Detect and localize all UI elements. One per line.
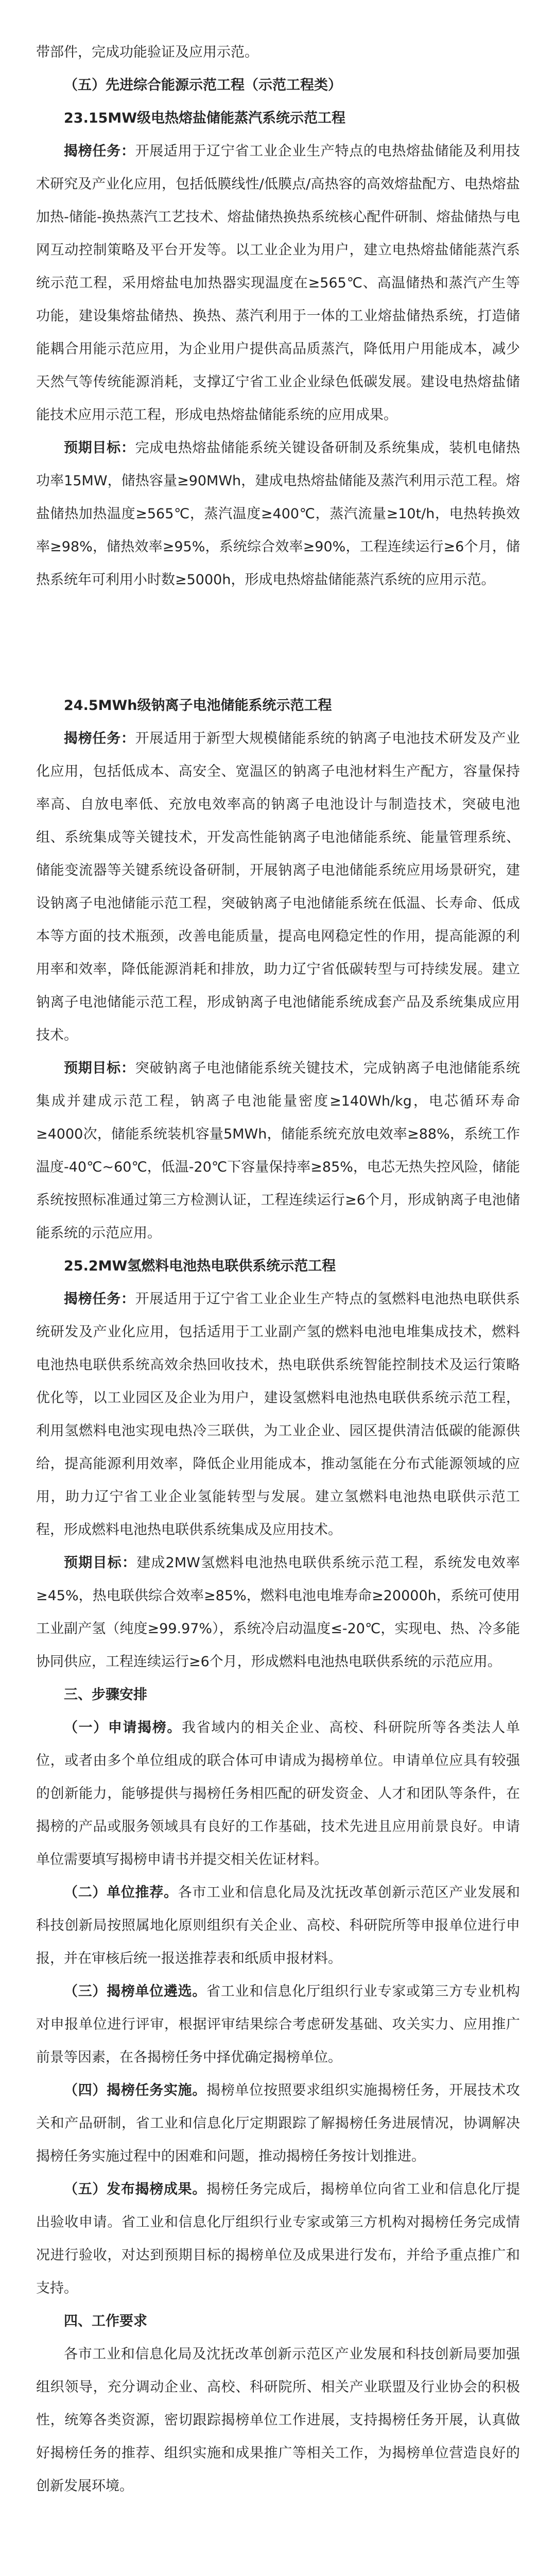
project-25-goal [36, 1283, 520, 1547]
goal-lead: 揭榜任务： [64, 143, 135, 159]
indicator-lead: 预期目标： [64, 1060, 135, 1076]
step-5-text: 揭榜任务完成后，揭榜单位向省工业和信息化厅提出验收申请。省工业和信息化厅组织行业专家或第三方机构对揭榜任务完成情况进行验收，对达到预期目标的揭榜单位及成果进行发布，并给予重点推广和支持。 [36, 2181, 520, 2296]
indicator-text: 突破钠离子电池储能系统关键技术，完成钠离子电池储能系统集成并建成示范工程，钠离子电池能量密度≥140Wh/kg，电芯循环寿命≥4000次，储能系统装机容量5MWh，储能系统充放电效率≥88%，系统工作温度-40℃~60℃，低温-20℃下容量保持率≥85%，电芯无热失控风险，储能系统按照标准通过第三方检测认证，工程连续运行≥6个月，形成钠离子电池储能系统的示范应用。 [36, 1060, 520, 1241]
section-4-title: 四、工作要求 [64, 2313, 147, 2329]
project-24-goal [36, 722, 520, 1052]
step-2 [36, 1876, 520, 1975]
section-5-title: （五）先进综合能源示范工程（示范工程类） [64, 77, 342, 93]
step-3-text: 省工业和信息化厅组织行业专家或第三方专业机构对申报单位进行评审，根据评审结果综合考虑研发基础、攻关实力、应用推广前景等因素，在各揭榜任务中择优确定揭榜单位。 [36, 1984, 520, 2065]
goal-text: 开展适用于新型大规模储能系统的钠离子电池技术研发及产业化应用，包括低成本、高安全、宽温区的钠离子电池材料生产配方，容量保持率高、自放电率低、充放电效率高的钠离子电池设计与制造技术，突破电池组、系统集成等关键技术，开发高性能钠离子电池储能系统、能量管理系统、储能变流器等关键系统设备研制，开展钠离子电池储能系统应用场景研究，建设钠离子电池储能示范工程，突破钠离子电池储能系统在低温、长寿命、低成本等方面的技术瓶颈，改善电能质量，提高电网稳定性的作用，提高能源的利用率和效率，降低能源消耗和排放，助力辽宁省低碳转型与可持续发展。建立钠离子电池储能示范工程，形成钠离子电池储能系统成套产品及系统集成应用技术。 [36, 731, 520, 1043]
step-5-title: （五）发布揭榜成果。 [64, 2181, 207, 2197]
step-4-text: 揭榜单位按照要求组织实施揭榜任务，开展技术攻关和产品研制，省工业和信息化厅定期跟踪了解揭榜任务进展情况，协调解决揭榜任务实施过程中的困难和问题，推动揭榜任务按计划推进。 [36, 2082, 520, 2164]
step-1 [36, 1711, 520, 1876]
step-2-text: 各市工业和信息化局及沈抚改革创新示范区产业发展和科技创新局按照属地化原则组织有关企业、高校、科研院所等申报单位进行申报，并在审核后统一报送推荐表和纸质申报材料。 [36, 1885, 520, 1967]
step-3 [36, 1975, 520, 2074]
step-1-title: （一）申请揭榜。 [64, 1720, 182, 1736]
project-25-indicator [36, 1547, 520, 1679]
goal-text: 开展适用于辽宁省工业企业生产特点的氢燃料电池热电联供系统研发及产业化应用，包括适用于工业副产氢的燃料电池电堆集成技术，燃料电池热电联供系统高效余热回收技术，热电联供系统智能控制技术及运行策略优化等，以工业园区及企业为用户，建设氢燃料电池热电联供系统示范工程，利用氢燃料电池实现电热冷三联供，为工业企业、园区提供清洁低碳的能源供给，提高能源利用效率，降低企业用能成本，推动氢能在分布式能源领域的应用，助力辽宁省工业企业氢能转型与发展。建立氢燃料电池热电联供示范工程，形成燃料电池热电联供系统集成及应用技术。 [36, 1291, 520, 1538]
step-4-title: （四）揭榜任务实施。 [64, 2082, 207, 2098]
project-24-title: 24.5MWh级钠离子电池储能系统示范工程 [64, 698, 332, 714]
step-2-title: （二）单位推荐。 [64, 1885, 178, 1901]
step-5 [36, 2173, 520, 2305]
step-1-text: 我省域内的相关企业、高校、科研院所等各类法人单位，或者由多个单位组成的联合体可申请成为揭榜单位。申请单位应具有较强的创新能力，能够提供与揭榜任务相匹配的研发资金、人才和团队等条件，在揭榜的产品或服务领域具有良好的工作基础，技术先进且应用前景良好。申请单位需要填写揭榜申请书并提交相关佐证材料。 [36, 1720, 520, 1868]
indicator-text: 完成电热熔盐储能系统关键设备研制及系统集成，装机电储热功率15MW，储热容量≥90MWh，建成电热熔盐储能及蒸汽利用示范工程。熔盐储热加热温度≥565℃，蒸汽温度≥400℃，蒸汽流量≥10t/h，电热转换效率≥98%，储热效率≥95%，系统综合效率≥90%，工程连续运行≥6个月，储热系统年可利用小时数≥5000h，形成电热熔盐储能蒸汽系统的应用示范。 [36, 440, 520, 588]
goal-lead: 揭榜任务： [64, 1291, 135, 1307]
goal-lead: 揭榜任务： [64, 731, 135, 747]
project-23-indicator [36, 432, 520, 597]
indicator-lead: 预期目标： [64, 1555, 137, 1571]
step-4 [36, 2074, 520, 2173]
project-23-title: 23.15MW级电热熔盐储能蒸汽系统示范工程 [64, 110, 346, 126]
intro-paragraph: 带部件，完成功能验证及应用示范。 [36, 44, 258, 60]
goal-text: 开展适用于辽宁省工业企业生产特点的电热熔盐储能及利用技术研究及产业化应用，包括低膜线性/低膜点/高热容的高效熔盐配方、电热熔盐加热-储能-换热蒸汽工艺技术、熔盐储热换热系统核心配件研制、熔盐储热与电网互动控制策略及平台开发等。以工业企业为用户，建立电热熔盐储能蒸汽系统示范工程，采用熔盐电加热器实现温度在≥565℃、高温储热和蒸汽产生等功能，建设集熔盐储热、换热、蒸汽利用于一体的工业熔盐储热系统，打造储能耦合用能示范应用，为企业用户提供高品质蒸汽，降低用户用能成本，减少天然气等传统能源消耗，支撑辽宁省工业企业绿色低碳发展。建设电热熔盐储能技术应用示范工程，形成电热熔盐储能系统的应用成果。 [36, 143, 520, 423]
project-23-goal [36, 135, 520, 432]
project-25-title: 25.2MW氢燃料电池热电联供系统示范工程 [64, 1258, 336, 1274]
section-3-title: 三、步骤安排 [64, 1687, 147, 1703]
step-3-title: （三）揭榜单位遴选。 [64, 1984, 207, 1999]
indicator-text: 建成2MW氢燃料电池热电联供系统示范工程，系统发电效率≥45%，热电联供综合效率≥85%，燃料电池电堆寿命≥20000h，系统可使用工业副产氢（纯度≥99.97%），系统冷启动温度≤-20℃，实现电、热、冷多能协同供应，工程连续运行≥6个月，形成燃料电池热电联供系统的示范应用。 [36, 1555, 520, 1670]
section-4-body: 各市工业和信息化局及沈抚改革创新示范区产业发展和科技创新局要加强组织领导，充分调动企业、高校、科研院所、相关产业联盟及行业协会的积极性，统筹各类资源，密切跟踪揭榜单位工作进展，支持揭榜任务开展，认真做好揭榜任务的推荐、组织实施和成果推广等相关工作，为揭榜单位营造良好的创新发展环境。 [36, 2346, 520, 2494]
spacer [36, 597, 520, 689]
project-24-indicator [36, 1052, 520, 1250]
indicator-lead: 预期目标： [64, 440, 135, 456]
